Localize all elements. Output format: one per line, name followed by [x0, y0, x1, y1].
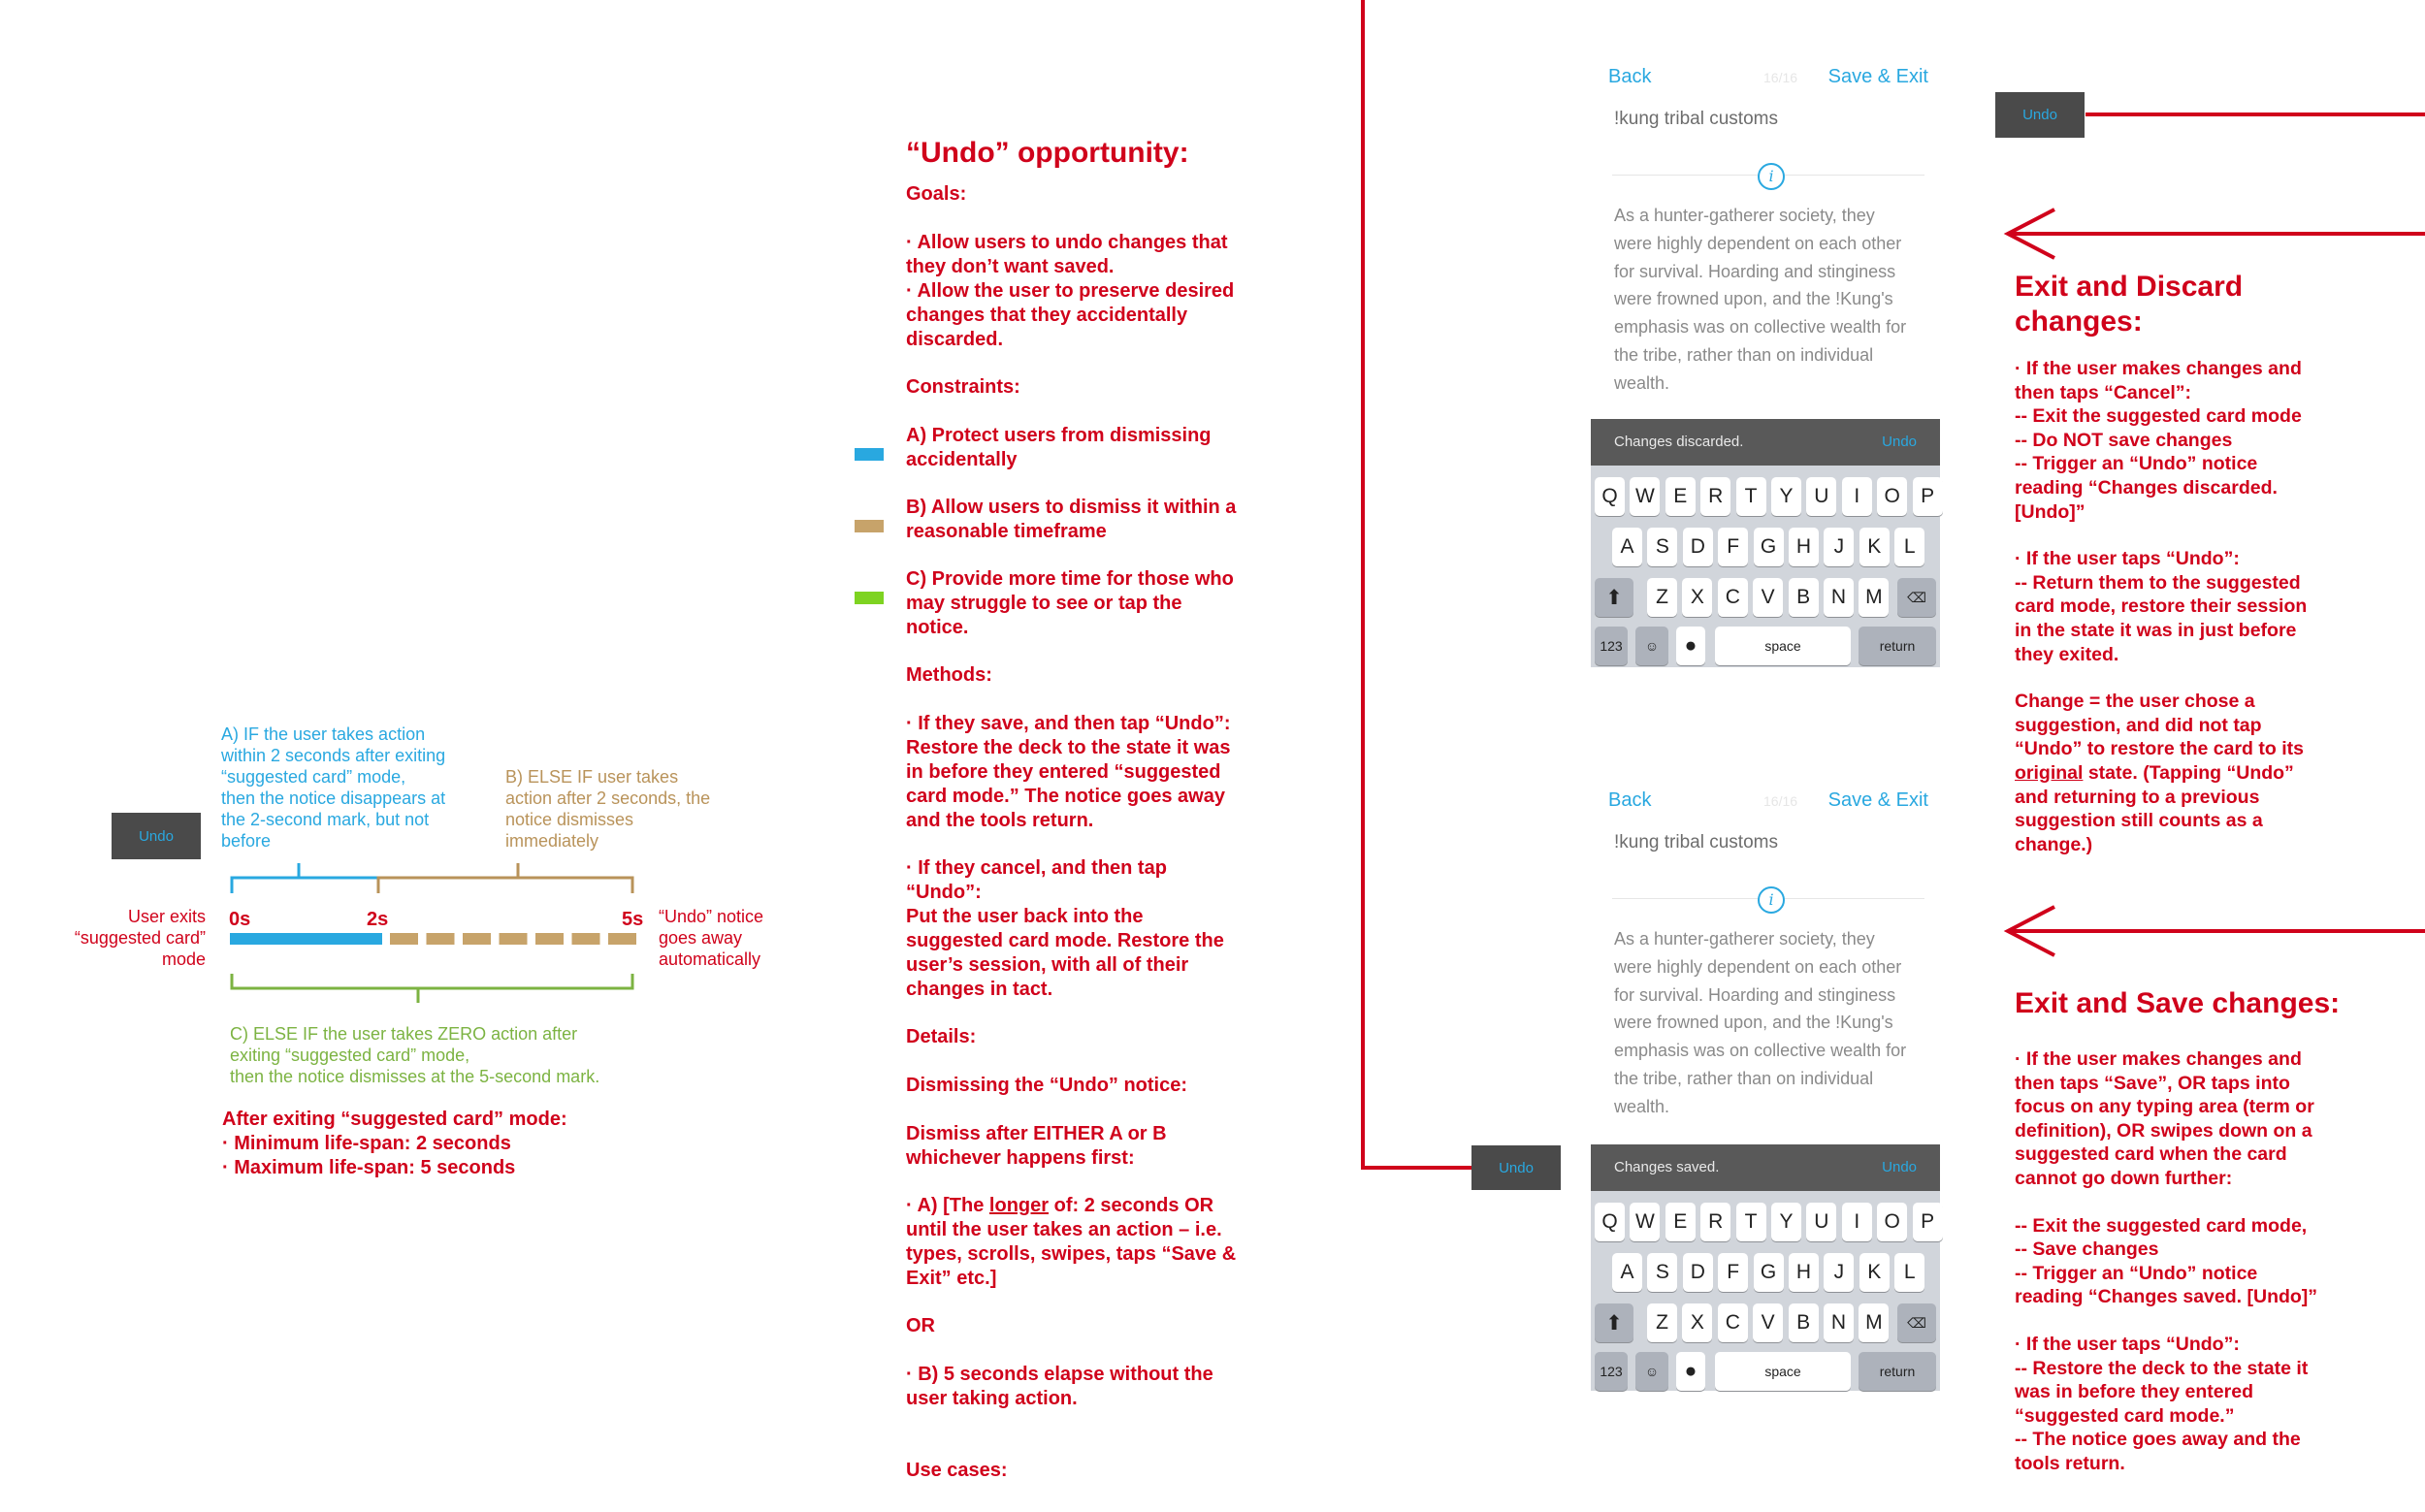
key-e[interactable]: E: [1665, 1203, 1696, 1241]
tick-5s: 5s: [622, 909, 644, 930]
key-s[interactable]: S: [1647, 1253, 1677, 1292]
connector-line-left: [1363, 0, 1471, 1168]
phone-mockup-save: [1591, 789, 1946, 1391]
constraint-a: A) Protect users from dismissing accidentally: [906, 425, 1212, 470]
key-z[interactable]: Z: [1647, 1303, 1677, 1342]
key-m[interactable]: M: [1859, 1303, 1889, 1342]
key-l[interactable]: L: [1894, 528, 1924, 566]
nav-bar: [1608, 66, 1928, 95]
undo-toast: [1591, 1144, 1940, 1191]
key-u[interactable]: U: [1806, 1203, 1836, 1241]
key-b[interactable]: B: [1789, 578, 1819, 617]
key-t[interactable]: T: [1736, 1203, 1766, 1241]
backspace-key-icon[interactable]: ⌫: [1897, 578, 1936, 617]
goal-2: · Allow the user to preserve desired changes that they accidentally discarded.: [906, 280, 1235, 350]
key-n[interactable]: N: [1824, 578, 1854, 617]
arrow-to-discard-phone: [2008, 209, 2425, 258]
timeline-dash: [427, 933, 455, 945]
constraint-b: B) Allow users to dismiss it within a reasonable timeframe: [906, 497, 1237, 542]
timeline-dash: [608, 933, 636, 945]
methods-heading: Methods:: [906, 664, 992, 686]
timeline-dash: [500, 933, 528, 945]
bracket-c: [232, 974, 632, 988]
timeline-start-label: User exits “suggested card” mode: [74, 907, 206, 969]
definition-field[interactable]: As a hunter-gatherer society, they were highly dependent on each other for survival. Hoarding and stinginess were frowned upon, and the !Kung's emphasis was on collective wealth for the tribe, rather than on individual wealth.: [1614, 206, 1907, 393]
info-icon[interactable]: i: [1758, 886, 1785, 914]
key-f[interactable]: F: [1718, 1253, 1748, 1292]
undo-chip-timeline[interactable]: Undo: [112, 813, 201, 859]
tick-0s: 0s: [229, 909, 251, 930]
definition-field[interactable]: As a hunter-gatherer society, they were highly dependent on each other for survival. Hoarding and stinginess were frowned upon, and the !Kung's emphasis was on collective wealth for the tribe, rather than on individual wealth.: [1614, 929, 1907, 1116]
save-undo-rules: · If the user taps “Undo”: -- Restore the deck to the state it was in before they entered “suggested card mode.” -- The notice goes away and the tools return.: [2015, 1333, 2309, 1474]
timeline-label-a: A) IF the user takes action within 2 seconds after exiting “suggested card” mode, then the notice disappears at the 2-second mark, but not before: [221, 724, 446, 851]
change-def-original: original: [2015, 761, 2084, 784]
goals-heading: Goals:: [906, 183, 967, 205]
nav-bar: [1608, 789, 1928, 819]
emoji-key-icon[interactable]: ☺: [1635, 1352, 1668, 1391]
key-t[interactable]: T: [1736, 477, 1766, 516]
keyboard: [1591, 466, 1940, 667]
rule-b: · B) 5 seconds elapse without the user taking action.: [906, 1364, 1213, 1409]
shift-key-icon[interactable]: ⬆: [1595, 1303, 1633, 1342]
swatch-constraint-c: [855, 592, 884, 604]
key-k[interactable]: K: [1859, 528, 1890, 566]
key-j[interactable]: J: [1824, 528, 1854, 566]
method-1: · If they save, and then tap “Undo”: Restore the deck to the state it was in before they entered “suggested card mode.” The notice goes away and the tools return.: [906, 713, 1231, 831]
key-c[interactable]: C: [1718, 578, 1748, 617]
dismiss-rule: Dismiss after EITHER A or B whichever happens first:: [906, 1123, 1167, 1169]
key-s[interactable]: S: [1647, 528, 1677, 566]
key-a[interactable]: A: [1612, 528, 1642, 566]
backspace-key-icon[interactable]: ⌫: [1897, 1303, 1936, 1342]
key-123[interactable]: 123: [1595, 1352, 1628, 1391]
key-p[interactable]: P: [1913, 1203, 1943, 1241]
use-cases-heading: Use cases:: [906, 1460, 1008, 1481]
key-v[interactable]: V: [1753, 578, 1783, 617]
change-def-pre: Change = the user chose a suggestion, and did not tap “Undo” to restore the card to its: [2015, 691, 2304, 760]
timeline-dash: [463, 933, 491, 945]
save-actions: -- Exit the suggested card mode, -- Save changes -- Trigger an “Undo” notice reading “Changes saved. [Undo]”: [2015, 1214, 2318, 1308]
rule-a-pre: · A) [The: [906, 1195, 989, 1216]
details-heading: Details:: [906, 1026, 977, 1047]
key-y[interactable]: Y: [1771, 1203, 1801, 1241]
save-trigger-rules: · If the user makes changes and then taps “Save”, OR taps into focus on any typing area (term or definition), OR swipes down on a suggested card when the card cannot go down further:: [2015, 1048, 2314, 1189]
key-q[interactable]: Q: [1595, 1203, 1625, 1241]
toast-message: Changes saved.: [1614, 1159, 1720, 1175]
key-j[interactable]: J: [1824, 1253, 1854, 1292]
key-k[interactable]: K: [1859, 1253, 1890, 1292]
discard-undo-rules: · If the user taps “Undo”: -- Return them to the suggested card mode, restore their session in the state it was in just before they exited.: [2015, 548, 2308, 665]
key-c[interactable]: C: [1718, 1303, 1748, 1342]
shift-key-icon[interactable]: ⬆: [1595, 578, 1633, 617]
return-key[interactable]: return: [1859, 627, 1936, 665]
swatch-constraint-a: [855, 448, 884, 461]
discard-notes: [2015, 270, 2344, 856]
key-w[interactable]: W: [1630, 1203, 1660, 1241]
undo-opportunity-notes: [906, 136, 1275, 1483]
save-exit-button[interactable]: Save & Exit: [1827, 789, 1928, 811]
key-p[interactable]: P: [1913, 477, 1943, 516]
discard-title: Exit and Discard changes:: [2015, 271, 2244, 338]
key-x[interactable]: X: [1682, 1303, 1712, 1342]
key-i[interactable]: I: [1842, 477, 1872, 516]
key-z[interactable]: Z: [1647, 578, 1677, 617]
undo-toast: [1591, 419, 1940, 466]
rule-a-post: of: 2 seconds OR until the user takes an action – i.e. types, scrolls, swipes, taps “Save & Exit” etc.]: [906, 1195, 1237, 1289]
rule-a-longer: longer: [988, 1195, 1050, 1216]
timeline-bar-solid: [230, 933, 382, 945]
key-x[interactable]: X: [1682, 578, 1712, 617]
swatch-constraint-b: [855, 520, 884, 532]
return-key[interactable]: return: [1859, 1352, 1936, 1391]
rule-a: [906, 1194, 1275, 1291]
key-d[interactable]: D: [1683, 1253, 1713, 1292]
key-d[interactable]: D: [1683, 528, 1713, 566]
term-field[interactable]: !kung tribal customs: [1614, 832, 1778, 853]
discard-cancel-rules: · If the user makes changes and then taps “Cancel”: -- Exit the suggested card mode -- Do NOT save changes -- Trigger an “Undo” notice reading “Changes discarded. [Undo]”: [2015, 358, 2302, 523]
bracket-a: [232, 878, 378, 893]
toast-undo-button[interactable]: Undo: [1882, 1159, 1917, 1175]
toast-undo-button[interactable]: Undo: [1882, 434, 1917, 450]
save-notes: [2015, 986, 2344, 1476]
key-a[interactable]: A: [1612, 1253, 1642, 1292]
key-r[interactable]: R: [1700, 477, 1730, 516]
space-key[interactable]: space: [1715, 1352, 1851, 1391]
space-key[interactable]: space: [1715, 627, 1851, 665]
method-2-head: · If they cancel, and then tap “Undo”:: [906, 857, 1167, 903]
key-h[interactable]: H: [1789, 528, 1819, 566]
key-n[interactable]: N: [1824, 1303, 1854, 1342]
undo-chip-save[interactable]: Undo: [1471, 1145, 1561, 1190]
card-counter: 16/16: [1763, 793, 1798, 809]
key-m[interactable]: M: [1859, 578, 1889, 617]
arrow-to-save-phone: [2008, 907, 2425, 955]
lifespan-max: · Maximum life-span: 5 seconds: [222, 1157, 516, 1178]
card-counter: 16/16: [1763, 70, 1798, 85]
key-q[interactable]: Q: [1595, 477, 1625, 516]
timeline-end-label: “Undo” notice goes away automatically: [659, 907, 764, 969]
key-v[interactable]: V: [1753, 1303, 1783, 1342]
key-l[interactable]: L: [1894, 1253, 1924, 1292]
key-r[interactable]: R: [1700, 1203, 1730, 1241]
timeline-label-c: C) ELSE IF the user takes ZERO action after exiting “suggested card” mode, then the notice dismisses at the 5-second mark.: [230, 1024, 600, 1086]
bracket-b: [378, 878, 632, 893]
or-text: OR: [906, 1315, 935, 1336]
method-2-body: Put the user back into the suggested card mode. Restore the user’s session, with all of their changes in tact.: [906, 906, 1224, 1000]
key-g[interactable]: G: [1754, 528, 1784, 566]
key-o[interactable]: O: [1877, 1203, 1907, 1241]
key-y[interactable]: Y: [1771, 477, 1801, 516]
key-123[interactable]: 123: [1595, 627, 1628, 665]
key-g[interactable]: G: [1754, 1253, 1784, 1292]
tick-2s: 2s: [367, 909, 389, 930]
lifespan-title: After exiting “suggested card” mode:: [222, 1109, 567, 1130]
key-w[interactable]: W: [1630, 477, 1660, 516]
back-button[interactable]: Back: [1608, 66, 1652, 87]
info-icon[interactable]: i: [1758, 163, 1785, 190]
key-f[interactable]: F: [1718, 528, 1748, 566]
save-title: Exit and Save changes:: [2015, 987, 2341, 1019]
dismissing-heading: Dismissing the “Undo” notice:: [906, 1075, 1188, 1096]
key-h[interactable]: H: [1789, 1253, 1819, 1292]
key-u[interactable]: U: [1806, 477, 1836, 516]
constraint-c: C) Provide more time for those who may struggle to see or tap the notice.: [906, 568, 1234, 638]
keyboard: [1591, 1191, 1940, 1391]
back-button[interactable]: Back: [1608, 789, 1652, 811]
mic-key-icon[interactable]: ●: [1676, 1352, 1705, 1391]
change-def-post: state. (Tapping “Undo” and returning to a previous suggestion still counts as a change.): [2015, 761, 2294, 855]
key-e[interactable]: E: [1665, 477, 1696, 516]
phone-mockup-discard: [1591, 66, 1946, 667]
undo-chip-discard[interactable]: Undo: [1995, 92, 2085, 138]
key-b[interactable]: B: [1789, 1303, 1819, 1342]
mic-key-icon[interactable]: ●: [1676, 627, 1705, 665]
emoji-key-icon[interactable]: ☺: [1635, 627, 1668, 665]
save-exit-button[interactable]: Save & Exit: [1827, 66, 1928, 87]
change-definition: [2015, 690, 2344, 856]
key-o[interactable]: O: [1877, 477, 1907, 516]
lifespan-min: · Minimum life-span: 2 seconds: [222, 1133, 511, 1154]
key-i[interactable]: I: [1842, 1203, 1872, 1241]
term-field[interactable]: !kung tribal customs: [1614, 109, 1778, 129]
timeline-bar-dashed: [390, 933, 636, 945]
notes-title: “Undo” opportunity:: [906, 137, 1189, 169]
toast-message: Changes discarded.: [1614, 434, 1744, 450]
constraints-heading: Constraints:: [906, 376, 1020, 398]
goal-1: · Allow users to undo changes that they don’t want saved.: [906, 232, 1228, 277]
timeline-dash: [390, 933, 418, 945]
timeline-dash: [572, 933, 600, 945]
timeline-dash: [535, 933, 564, 945]
timeline-label-b: B) ELSE IF user takes action after 2 seconds, the notice dismisses immediately: [505, 767, 711, 851]
